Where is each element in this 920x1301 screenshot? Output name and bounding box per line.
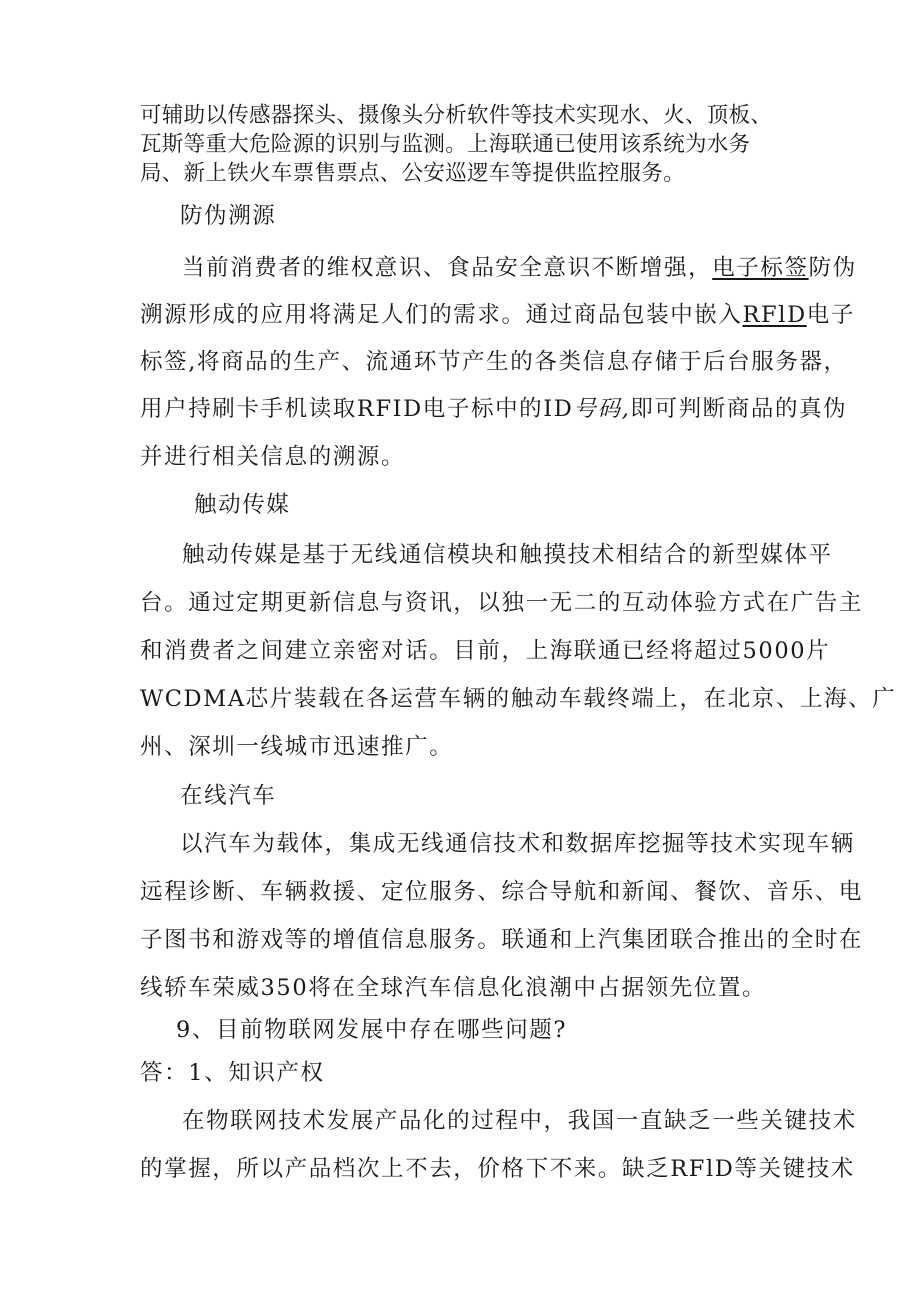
paragraph-line: 的掌握，所以产品档次上不去，价格下不来。缺乏RFlD等关键技术 — [140, 1156, 855, 1182]
electronic-tag-link[interactable]: 电子标签 — [712, 255, 809, 281]
answer-title: 答：1、知识产权 — [140, 1060, 325, 1086]
paragraph-line — [182, 257, 857, 280]
paragraph-line: 触动传媒是基于无线通信模块和触摸技术相结合的新型媒体平 — [182, 542, 833, 568]
paragraph-line: 在物联网技术发展产品化的过程中，我国一直缺乏一些关键技术 — [182, 1108, 857, 1134]
text-run: 电子 — [806, 302, 855, 328]
paragraph-line: 远程诊断、车辆救援、定位服务、综合导航和新闻、餐饮、音乐、电 — [140, 879, 864, 905]
intro-line-1: 可辅助以传感器探头、摄像头分析软件等技术实现水、火、顶板、 — [140, 103, 773, 128]
section-heading-online-car: 在线汽车 — [180, 783, 277, 809]
text-run-italic: 号码, — [573, 396, 631, 422]
section-heading-touch-media: 触动传媒 — [194, 492, 291, 518]
paragraph-line: 标签,将商品的生产、流通环节产生的各类信息存储于后台服务器， — [140, 349, 848, 375]
paragraph-line: 台。通过定期更新信息与资讯，以独一无二的互动体验方式在广告主 — [140, 590, 864, 616]
paragraph-line — [140, 398, 847, 421]
paragraph-line: 子图书和游戏等的增值信息服务。联通和上汽集团联合推出的全时在 — [140, 927, 864, 953]
paragraph-line: WCDMA芯片装载在各运营车辆的触动车载终端上，在北京、上海、广 — [140, 686, 897, 712]
text-run: 当前消费者的维权意识、食品安全意识不断增强， — [182, 255, 713, 281]
paragraph-line: 并进行相关信息的溯源。 — [140, 444, 406, 470]
rfid-link[interactable]: RFlD — [742, 302, 807, 328]
paragraph-line: 和消费者之间建立亲密对话。目前，上海联通已经将超过5000片 — [140, 638, 831, 664]
section-heading-anti-counterfeit: 防伪溯源 — [180, 203, 277, 229]
question-heading: 9、目前物联网发展中存在哪些问题? — [176, 1017, 568, 1043]
text-run: 溯源形成的应用将满足人们的需求。通过商品包装中嵌入 — [140, 302, 743, 328]
paragraph-line: 以汽车为载体，集成无线通信技术和数据库挖掘等技术实现车辆 — [180, 831, 855, 857]
intro-line-3: 局、新上铁火车票售票点、公安巡逻车等提供监控服务。 — [140, 161, 686, 186]
text-run: 防伪 — [808, 255, 857, 281]
intro-line-2: 瓦斯等重大危险源的识别与监测。上海联通已使用该系统为水务 — [140, 132, 751, 157]
text-run: 即可判断商品的真伪 — [630, 396, 848, 422]
paragraph-line: 线轿车荣威350将在全球汽车信息化浪潮中占据领先位置。 — [140, 975, 767, 1001]
text-run: 用户持刷卡手机读取RFID电子标中的ID — [140, 396, 574, 422]
paragraph-line — [140, 304, 855, 327]
paragraph-line: 州、深圳一线城市迅速推广。 — [140, 734, 454, 760]
